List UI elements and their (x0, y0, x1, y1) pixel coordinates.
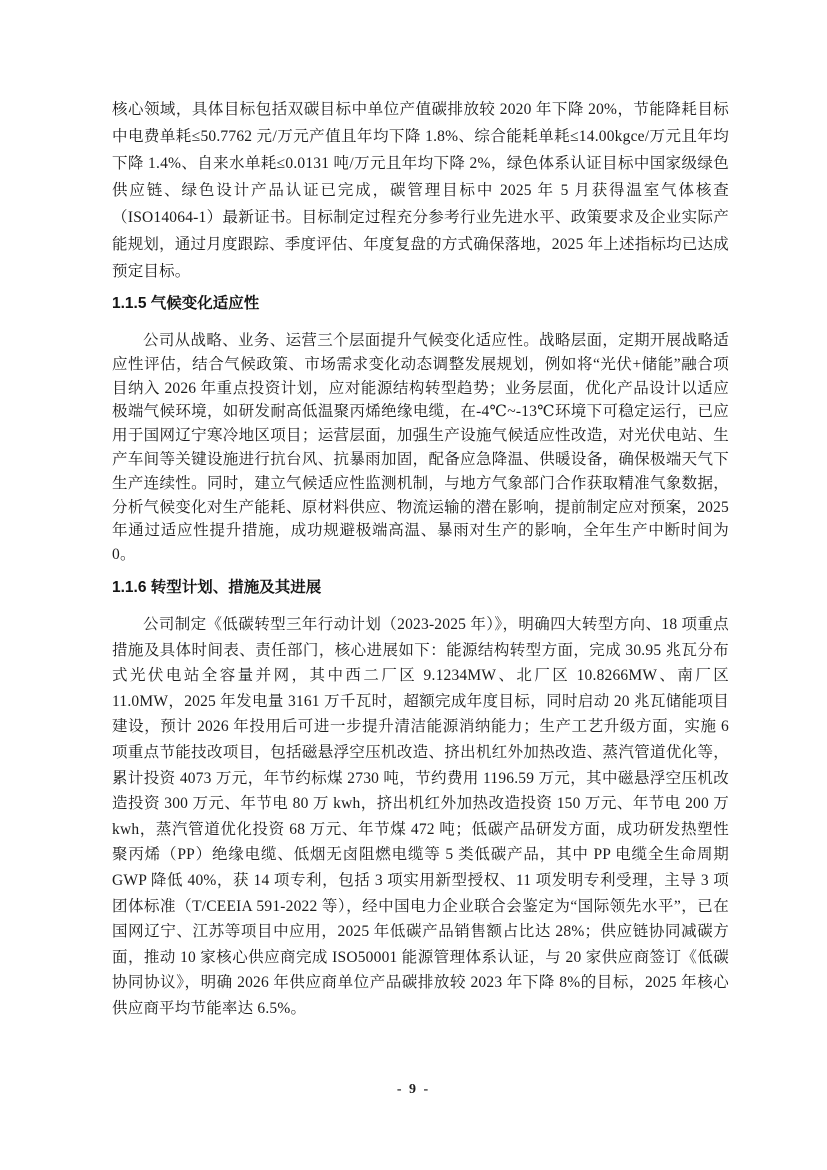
page-content (112, 96, 729, 1021)
continued-paragraph: 核心领域，具体目标包括双碳目标中单位产值碳排放较 2020 年下降 20%，节能降耗目标中电费单耗≤50.7762 元/万元产值且年均下降 1.8%、综合能耗单耗≤14.00kgce/万元且年均下降 1.4%、自来水单耗≤0.0131 吨/万元且年均下降 2%，绿色体系认证目标中国家级绿色供应链、绿色设计产品认证已完成，碳管理目标中 2025 年 5 月获得温室气体核查（ISO14064-1）最新证书。目标制定过程充分参考行业先进水平、政策要求及企业实际产能规划，通过月度跟踪、季度评估、年度复盘的方式确保落地，2025 年上述指标均已达成预定目标。 (112, 101, 729, 280)
section-heading-1-1-5: 1.1.5 气候变化适应性 (112, 295, 260, 312)
section-paragraph-1-1-5: 公司从战略、业务、运营三个层面提升气候变化适应性。战略层面，定期开展战略适应性评估，结合气候政策、市场需求变化动态调整发展规划，例如将“光伏+储能”融合项目纳入 2026 年重点投资计划，应对能源结构转型趋势；业务层面，优化产品设计以适应极端气候环境，如研发耐高低温聚丙烯绝缘电缆，在-4℃~-13℃环境下可稳定运行，已应用于国网辽宁寒冷地区项目；运营层面，加强生产设施气候适应性改造，对光伏电站、生产车间等关键设施进行抗台风、抗暴雨加固，配备应急降温、供暖设备，确保极端天气下生产连续性。同时，建立气候适应性监测机制，与地方气象部门合作获取精准气象数据，分析气候变化对生产能耗、原材料供应、物流运输的潜在影响，提前制定应对预案，2025 年通过适应性提升措施，成功规避极端高温、暴雨对生产的影响，全年生产中断时间为 0。 (112, 332, 729, 564)
section-paragraph-1-1-6: 公司制定《低碳转型三年行动计划（2023-2025 年）》，明确四大转型方向、18 项重点措施及具体时间表、责任部门，核心进展如下：能源结构转型方面，完成 30.95 兆瓦分布式光伏电站全容量并网，其中西二厂区 9.1234MW、北厂区 10.8266MW、南厂区 11.0MW，2025 年发电量 3161 万千瓦时，超额完成年度目标，同时启动 20 兆瓦储能项目建设，预计 2026 年投用后可进一步提升清洁能源消纳能力；生产工艺升级方面，实施 6 项重点节能技改项目，包括磁悬浮空压机改造、挤出机红外加热改造、蒸汽管道优化等，累计投资 4073 万元，年节约标煤 2730 吨，节约费用 1196.59 万元，其中磁悬浮空压机改造投资 300 万元、年节电 80 万 kwh，挤出机红外加热改造投资 150 万元、年节电 200 万 kwh，蒸汽管道优化投资 68 万元、年节煤 472 吨；低碳产品研发方面，成功研发热塑性聚丙烯（PP）绝缘电缆、低烟无卤阻燃电缆等 5 类低碳产品，其中 PP 电缆全生命周期 GWP 降低 40%，获 14 项专利，包括 3 项实用新型授权、11 项发明专利受理，主导 3 项团体标准（T/CEEIA 591-2022 等），经中国电力企业联合会鉴定为“国际领先水平”，已在国网辽宁、江苏等项目中应用，2025 年低碳产品销售额占比达 28%；供应链协同减碳方面，推动 10 家核心供应商完成 ISO50001 能源管理体系认证，与 20 家供应商签订《低碳协同协议》，明确 2026 年供应商单位产品碳排放较 2023 年下降 8%的目标，2025 年核心供应商平均节能率达 6.5%。 (112, 615, 729, 1017)
section-heading-1-1-6: 1.1.6 转型计划、措施及其进展 (112, 578, 322, 596)
page-number: - 9 - (396, 1082, 431, 1097)
